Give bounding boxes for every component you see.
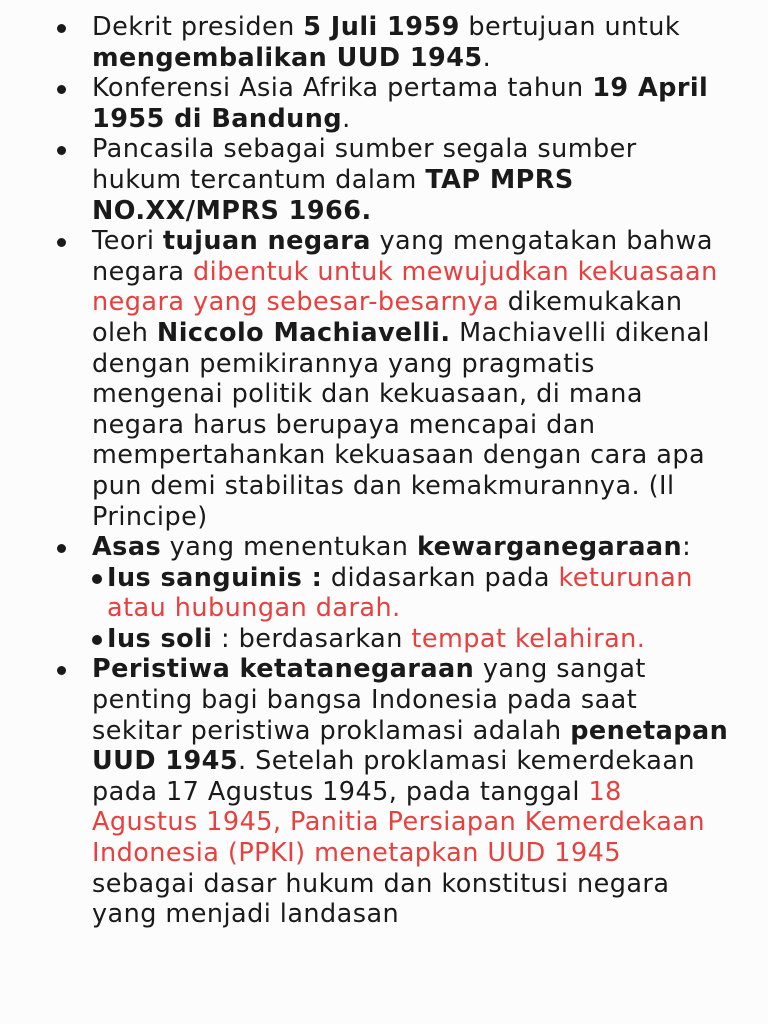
list-item: [56, 226, 732, 532]
item-text: yang mengatakan bahwa negara: [92, 226, 713, 287]
item-text: bertujuan untuk: [459, 12, 681, 42]
list-item: [56, 654, 732, 929]
sub-item-bold-text: Ius soli: [107, 623, 213, 654]
item-bold-text: penetapan UUD 1945: [92, 715, 729, 777]
sub-item-bold-text: Ius sanguinis :: [107, 562, 323, 593]
list-item: [56, 532, 732, 654]
sub-item-highlight-text: keturunan atau hubungan darah.: [107, 562, 693, 624]
item-bold-text: Niccolo Machiavelli.: [156, 317, 451, 348]
item-highlight-text: 18 Agustus 1945, Panitia Persiapan Kemerdekaan Indonesia (PPKI) menetapkan UUD 1945: [92, 776, 706, 869]
item-text: .: [482, 42, 492, 73]
item-text: Konferensi Asia Afrika pertama tahun: [92, 73, 593, 104]
sub-list-item: [92, 563, 732, 624]
item-text: yang sangat penting bagi bangsa Indonesia pada saat sekitar peristiwa proklamasi adalah: [92, 654, 646, 746]
list-item: [56, 134, 732, 226]
item-text: :: [682, 532, 692, 563]
item-text: dikemukakan oleh: [92, 287, 683, 348]
item-bold-text: 5 Juli 1959: [303, 12, 460, 42]
item-bold-text: mengembalikan UUD 1945: [92, 42, 483, 73]
item-bold-text: Asas: [92, 532, 162, 563]
item-text: .: [342, 103, 351, 134]
list-item: [56, 12, 732, 73]
item-text: Pancasila sebagai sumber segala sumber hukum tercantum dalam: [92, 134, 637, 195]
item-text: Machiavelli dikenal dengan pemikirannya yang pragmatis mengenai politik dan kekuasaan, di mana negara harus berupaya mencapai dan mempertahankan kekuasaan dengan cara apa pun demi stabilitas dan kemakmurannya. (Il Principe): [92, 317, 710, 532]
sub-item-text: : berdasarkan: [212, 623, 412, 654]
item-text: . Setelah proklamasi kemerdekaan pada 17 Agustus 1945, pada tanggal: [92, 746, 696, 807]
item-text: yang menentukan: [161, 532, 417, 563]
list-item: [56, 73, 732, 134]
bullet-list: [56, 12, 732, 930]
item-bold-text: 19 April 1955 di Bandung: [92, 73, 709, 134]
item-bold-text: tujuan negara: [162, 226, 371, 257]
item-highlight-text: dibentuk untuk mewujudkan kekuasaan negara yang sebesar-besarnya: [92, 256, 718, 318]
sub-item-highlight-text: tempat kelahiran.: [411, 623, 646, 654]
sub-item-text: didasarkan pada: [322, 562, 559, 593]
item-bold-text: Peristiwa ketatanegaraan: [92, 654, 475, 685]
sub-list-item: [92, 624, 732, 655]
item-text: Teori: [92, 226, 163, 257]
item-text: sebagai dasar hukum dan konstitusi negara yang menjadi landasan: [92, 868, 670, 930]
item-text: Dekrit presiden: [92, 12, 304, 42]
item-bold-text: kewarganegaraan: [416, 532, 683, 563]
sub-list: [92, 563, 732, 655]
item-bold-text: TAP MPRS NO.XX/MPRS 1966.: [92, 164, 574, 226]
